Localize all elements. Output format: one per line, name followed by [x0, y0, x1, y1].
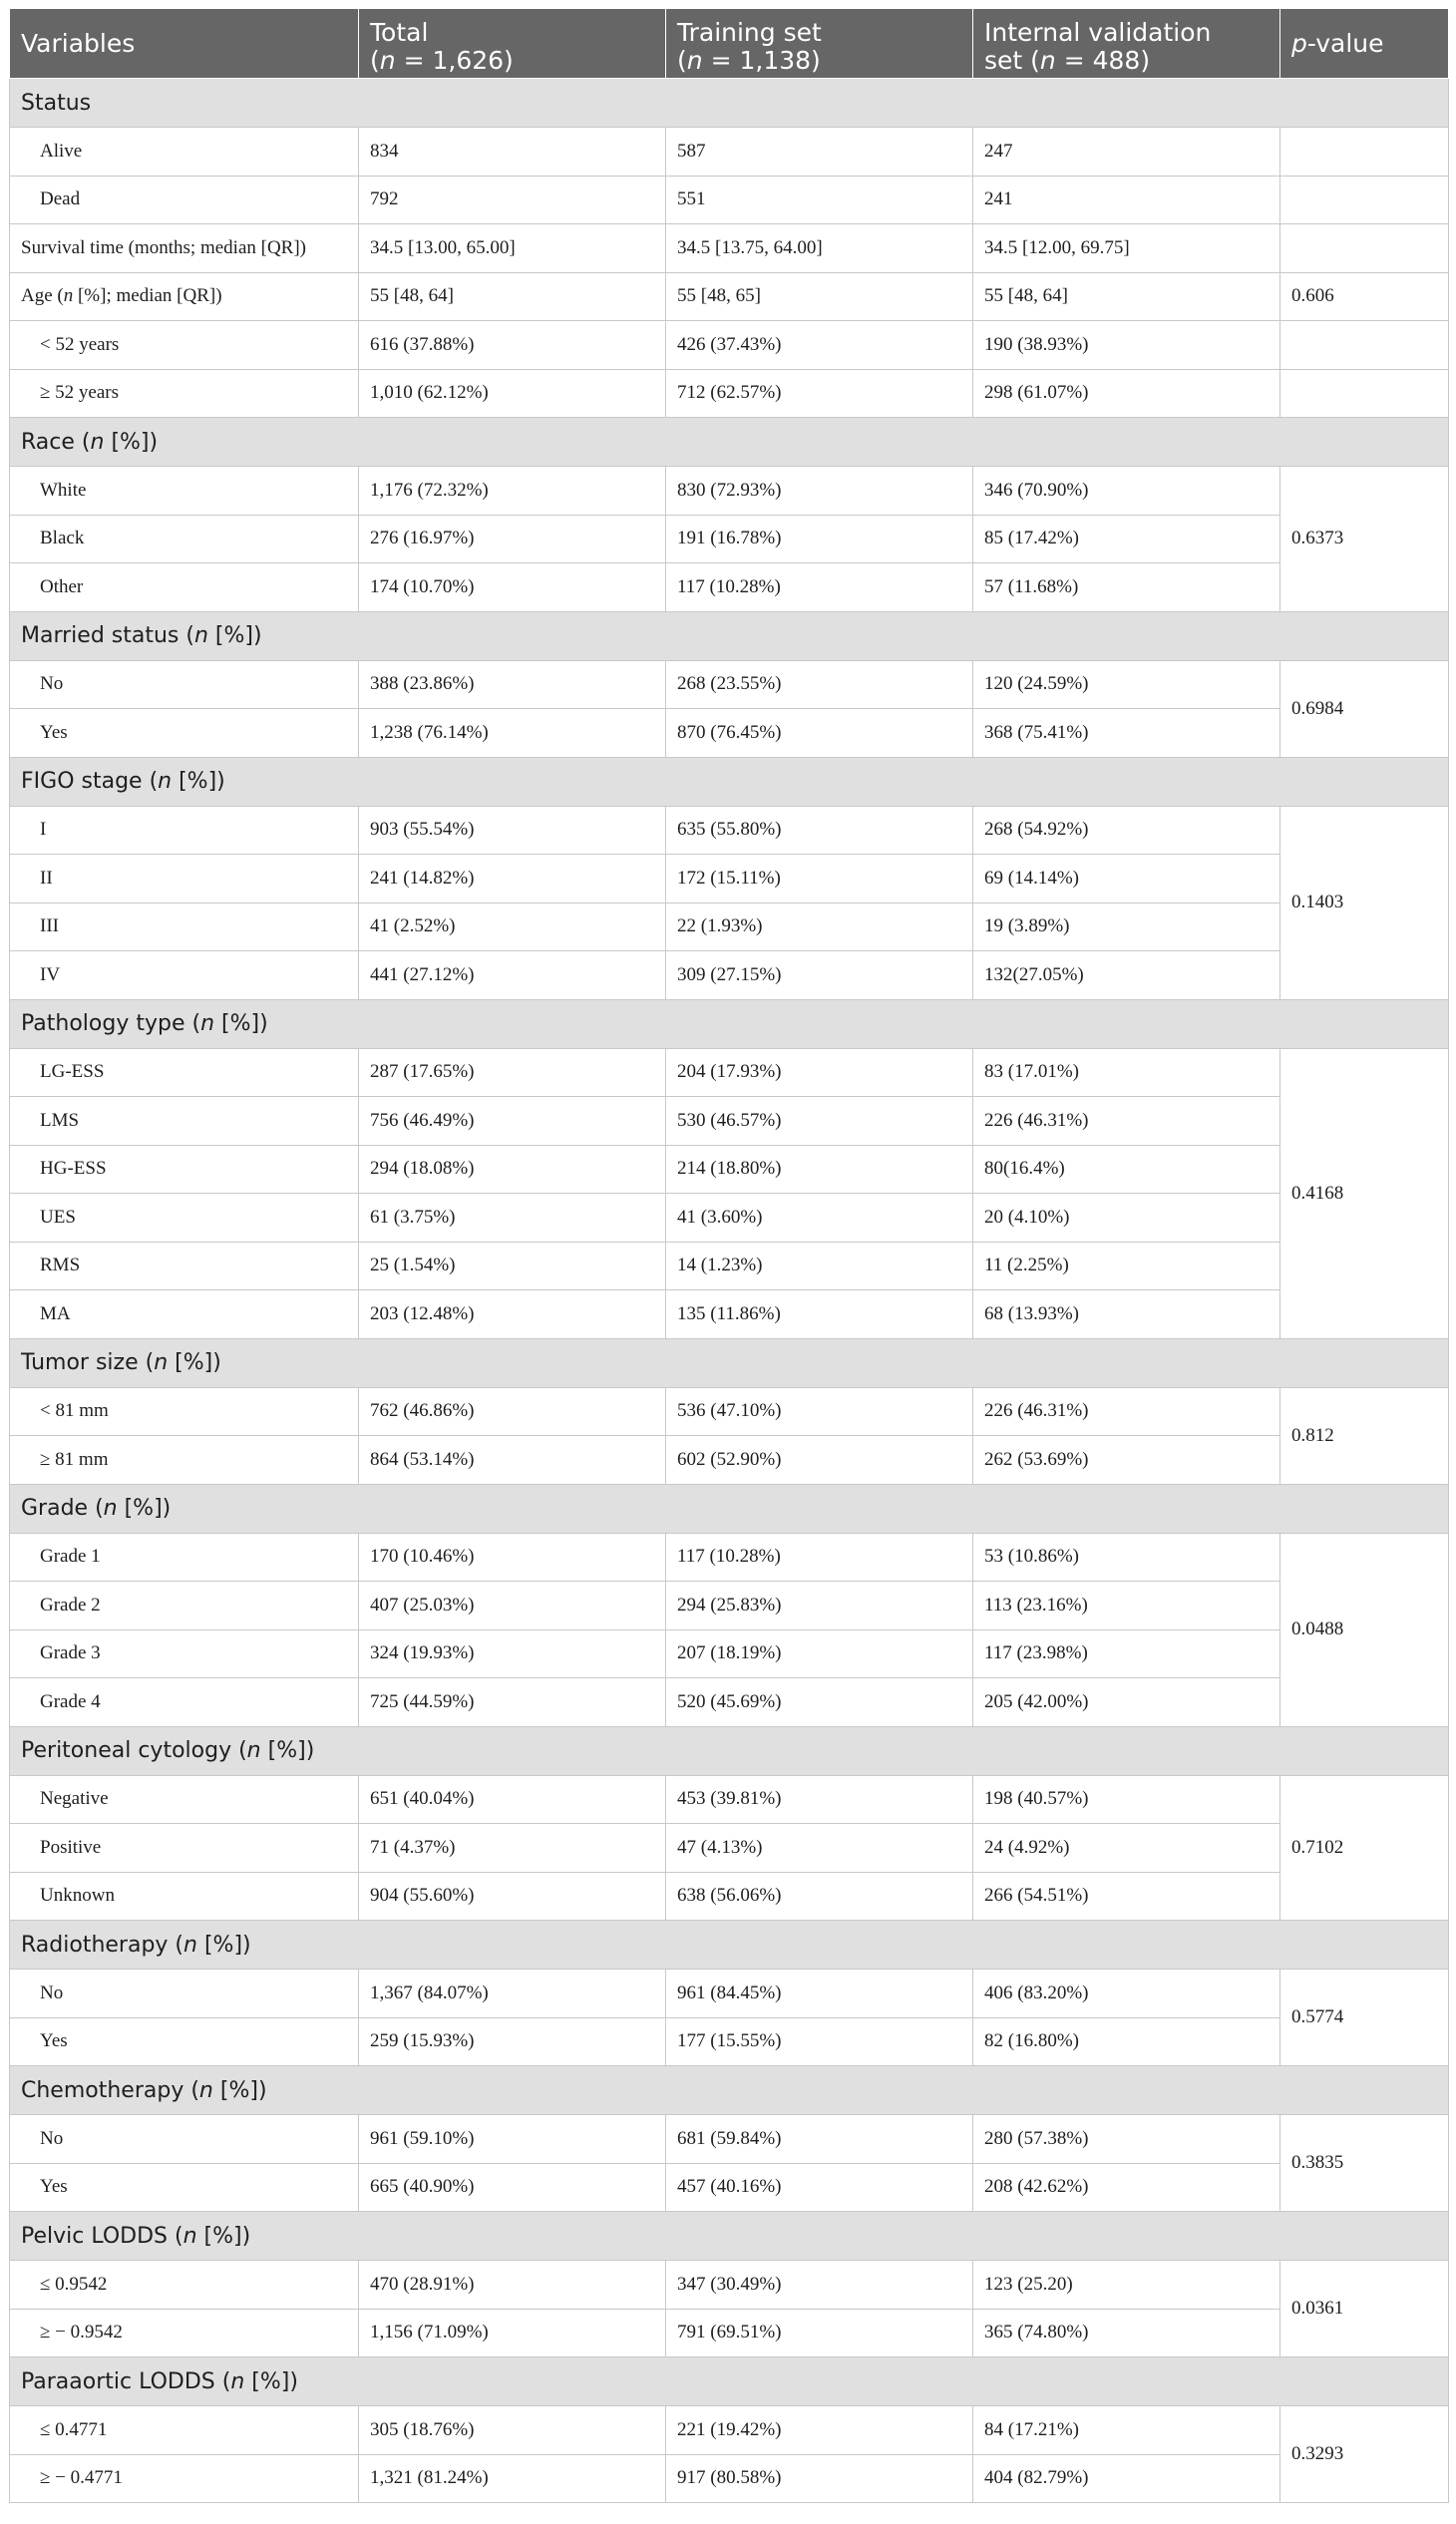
- table-row: [10, 272, 1449, 321]
- validation-value: 226 (46.31%): [973, 1387, 1280, 1436]
- table-row: [10, 855, 1449, 903]
- variable-label: Yes: [10, 2017, 359, 2066]
- variable-label: No: [10, 660, 359, 709]
- variable-label: Black: [10, 515, 359, 563]
- header-p-value: p-value: [1280, 9, 1449, 79]
- training-value: 791 (69.51%): [666, 2309, 973, 2357]
- total-value: 25 (1.54%): [359, 1242, 666, 1290]
- total-value: 276 (16.97%): [359, 515, 666, 563]
- validation-value: 117 (23.98%): [973, 1629, 1280, 1678]
- validation-value: 208 (42.62%): [973, 2163, 1280, 2212]
- training-value: 530 (46.57%): [666, 1097, 973, 1146]
- p-value: [1280, 369, 1449, 418]
- variable-label: Dead: [10, 176, 359, 224]
- training-value: 172 (15.11%): [666, 855, 973, 903]
- p-value: 0.6984: [1280, 660, 1449, 757]
- section-header-row: [10, 999, 1449, 1048]
- validation-value: 365 (74.80%): [973, 2309, 1280, 2357]
- header-internal-validation-set: Internal validation set (n = 488): [973, 9, 1280, 79]
- validation-value: 190 (38.93%): [973, 321, 1280, 370]
- table-row: [10, 1678, 1449, 1727]
- total-value: 174 (10.70%): [359, 563, 666, 612]
- section-title: Race (n [%]): [10, 418, 1449, 467]
- table-body: [10, 79, 1449, 2503]
- training-value: 117 (10.28%): [666, 563, 973, 612]
- table-row: [10, 1872, 1449, 1921]
- total-value: 294 (18.08%): [359, 1145, 666, 1194]
- validation-value: 113 (23.16%): [973, 1582, 1280, 1630]
- total-value: 904 (55.60%): [359, 1872, 666, 1921]
- table-header: [10, 9, 1449, 79]
- validation-value: 198 (40.57%): [973, 1775, 1280, 1824]
- total-value: 203 (12.48%): [359, 1290, 666, 1339]
- section-title: Peritoneal cytology (n [%]): [10, 1726, 1449, 1775]
- table-row: [10, 1970, 1449, 2018]
- variable-label: IV: [10, 951, 359, 1000]
- table-row: [10, 1582, 1449, 1630]
- variable-label: Unknown: [10, 1872, 359, 1921]
- baseline-characteristics-document: [9, 8, 1448, 2503]
- training-value: 22 (1.93%): [666, 902, 973, 951]
- table-row: [10, 128, 1449, 177]
- variable-label: ≥ 52 years: [10, 369, 359, 418]
- training-value: 47 (4.13%): [666, 1824, 973, 1873]
- p-value: 0.6373: [1280, 467, 1449, 612]
- variable-label: UES: [10, 1194, 359, 1243]
- training-value: 453 (39.81%): [666, 1775, 973, 1824]
- total-value: 170 (10.46%): [359, 1533, 666, 1582]
- training-value: 426 (37.43%): [666, 321, 973, 370]
- training-value: 34.5 [13.75, 64.00]: [666, 224, 973, 273]
- table-row: [10, 2115, 1449, 2164]
- variable-label: ≤ 0.9542: [10, 2261, 359, 2310]
- section-header-row: [10, 418, 1449, 467]
- training-value: 309 (27.15%): [666, 951, 973, 1000]
- variable-label: Grade 1: [10, 1533, 359, 1582]
- validation-value: 404 (82.79%): [973, 2454, 1280, 2503]
- total-value: 470 (28.91%): [359, 2261, 666, 2310]
- table-row: [10, 902, 1449, 951]
- total-value: 1,367 (84.07%): [359, 1970, 666, 2018]
- validation-value: 83 (17.01%): [973, 1048, 1280, 1097]
- table-row: [10, 467, 1449, 516]
- table-row: [10, 951, 1449, 1000]
- table-row: [10, 2454, 1449, 2503]
- total-value: 61 (3.75%): [359, 1194, 666, 1243]
- table-row: [10, 1242, 1449, 1290]
- table-row: [10, 2261, 1449, 2310]
- variable-label: Age (n [%]; median [QR]): [10, 272, 359, 321]
- variable-label: ≥ − 0.4771: [10, 2454, 359, 2503]
- variable-label: Yes: [10, 709, 359, 758]
- training-value: 55 [48, 65]: [666, 272, 973, 321]
- total-value: 762 (46.86%): [359, 1387, 666, 1436]
- validation-value: 280 (57.38%): [973, 2115, 1280, 2164]
- training-value: 204 (17.93%): [666, 1048, 973, 1097]
- variable-label: Yes: [10, 2163, 359, 2212]
- table-row: [10, 2017, 1449, 2066]
- training-value: 870 (76.45%): [666, 709, 973, 758]
- variable-label: III: [10, 902, 359, 951]
- validation-value: 123 (25.20): [973, 2261, 1280, 2310]
- total-value: 616 (37.88%): [359, 321, 666, 370]
- validation-value: 68 (13.93%): [973, 1290, 1280, 1339]
- section-header-row: [10, 1921, 1449, 1970]
- variable-label: HG-ESS: [10, 1145, 359, 1194]
- training-value: 117 (10.28%): [666, 1533, 973, 1582]
- p-value: [1280, 224, 1449, 273]
- total-value: 441 (27.12%): [359, 951, 666, 1000]
- training-value: 457 (40.16%): [666, 2163, 973, 2212]
- section-header-row: [10, 2357, 1449, 2406]
- variable-label: Survival time (months; median [QR]): [10, 224, 359, 273]
- training-value: 961 (84.45%): [666, 1970, 973, 2018]
- section-header-row: [10, 757, 1449, 806]
- validation-value: 298 (61.07%): [973, 369, 1280, 418]
- table-row: [10, 2163, 1449, 2212]
- table-row: [10, 224, 1449, 273]
- table-row: [10, 806, 1449, 855]
- validation-value: 132(27.05%): [973, 951, 1280, 1000]
- section-header-row: [10, 2066, 1449, 2115]
- p-value: 0.7102: [1280, 1775, 1449, 1921]
- table-row: [10, 1533, 1449, 1582]
- table-row: [10, 1387, 1449, 1436]
- variable-label: LG-ESS: [10, 1048, 359, 1097]
- table-row: [10, 1775, 1449, 1824]
- validation-value: 53 (10.86%): [973, 1533, 1280, 1582]
- total-value: 903 (55.54%): [359, 806, 666, 855]
- validation-value: 34.5 [12.00, 69.75]: [973, 224, 1280, 273]
- section-title: Married status (n [%]): [10, 611, 1449, 660]
- validation-value: 82 (16.80%): [973, 2017, 1280, 2066]
- variable-label: Positive: [10, 1824, 359, 1873]
- validation-value: 19 (3.89%): [973, 902, 1280, 951]
- variable-label: Grade 4: [10, 1678, 359, 1727]
- variable-label: Alive: [10, 128, 359, 177]
- section-header-row: [10, 1338, 1449, 1387]
- total-value: 259 (15.93%): [359, 2017, 666, 2066]
- validation-value: 11 (2.25%): [973, 1242, 1280, 1290]
- variable-label: MA: [10, 1290, 359, 1339]
- training-value: 587: [666, 128, 973, 177]
- total-value: 305 (18.76%): [359, 2406, 666, 2455]
- training-value: 347 (30.49%): [666, 2261, 973, 2310]
- training-value: 191 (16.78%): [666, 515, 973, 563]
- table-row: [10, 2309, 1449, 2357]
- total-value: 864 (53.14%): [359, 1436, 666, 1485]
- total-value: 1,321 (81.24%): [359, 2454, 666, 2503]
- validation-value: 406 (83.20%): [973, 1970, 1280, 2018]
- section-header-row: [10, 79, 1449, 128]
- p-value: 0.3293: [1280, 2406, 1449, 2503]
- total-value: 287 (17.65%): [359, 1048, 666, 1097]
- training-value: 551: [666, 176, 973, 224]
- total-value: 55 [48, 64]: [359, 272, 666, 321]
- section-header-row: [10, 1726, 1449, 1775]
- training-value: 681 (59.84%): [666, 2115, 973, 2164]
- section-title: Pathology type (n [%]): [10, 999, 1449, 1048]
- section-title: Paraaortic LODDS (n [%]): [10, 2357, 1449, 2406]
- table-row: [10, 321, 1449, 370]
- baseline-characteristics-table: [9, 8, 1449, 2503]
- p-value: [1280, 128, 1449, 177]
- p-value: 0.5774: [1280, 1970, 1449, 2066]
- table-row: [10, 1194, 1449, 1243]
- validation-value: 247: [973, 128, 1280, 177]
- validation-value: 120 (24.59%): [973, 660, 1280, 709]
- total-value: 407 (25.03%): [359, 1582, 666, 1630]
- validation-value: 57 (11.68%): [973, 563, 1280, 612]
- section-title: FIGO stage (n [%]): [10, 757, 1449, 806]
- section-header-row: [10, 611, 1449, 660]
- total-value: 725 (44.59%): [359, 1678, 666, 1727]
- table-row: [10, 563, 1449, 612]
- training-value: 135 (11.86%): [666, 1290, 973, 1339]
- validation-value: 55 [48, 64]: [973, 272, 1280, 321]
- training-value: 41 (3.60%): [666, 1194, 973, 1243]
- p-value: 0.4168: [1280, 1048, 1449, 1338]
- section-header-row: [10, 1484, 1449, 1533]
- total-value: 665 (40.90%): [359, 2163, 666, 2212]
- validation-value: 226 (46.31%): [973, 1097, 1280, 1146]
- total-value: 241 (14.82%): [359, 855, 666, 903]
- table-row: [10, 709, 1449, 758]
- p-value: 0.1403: [1280, 806, 1449, 999]
- total-value: 1,238 (76.14%): [359, 709, 666, 758]
- training-value: 917 (80.58%): [666, 2454, 973, 2503]
- training-value: 712 (62.57%): [666, 369, 973, 418]
- variable-label: < 81 mm: [10, 1387, 359, 1436]
- variable-label: No: [10, 2115, 359, 2164]
- training-value: 638 (56.06%): [666, 1872, 973, 1921]
- training-value: 268 (23.55%): [666, 660, 973, 709]
- variable-label: Grade 3: [10, 1629, 359, 1678]
- table-row: [10, 660, 1449, 709]
- training-value: 177 (15.55%): [666, 2017, 973, 2066]
- variable-label: Other: [10, 563, 359, 612]
- section-header-row: [10, 2212, 1449, 2261]
- section-title: Tumor size (n [%]): [10, 1338, 1449, 1387]
- variable-label: Negative: [10, 1775, 359, 1824]
- validation-value: 268 (54.92%): [973, 806, 1280, 855]
- p-value: 0.606: [1280, 272, 1449, 321]
- variable-label: ≥ − 0.9542: [10, 2309, 359, 2357]
- p-value: [1280, 176, 1449, 224]
- validation-value: 266 (54.51%): [973, 1872, 1280, 1921]
- total-value: 71 (4.37%): [359, 1824, 666, 1873]
- table-row: [10, 1824, 1449, 1873]
- variable-label: < 52 years: [10, 321, 359, 370]
- variable-label: I: [10, 806, 359, 855]
- training-value: 602 (52.90%): [666, 1436, 973, 1485]
- validation-value: 80(16.4%): [973, 1145, 1280, 1194]
- header-total: Total (n = 1,626): [359, 9, 666, 79]
- variable-label: No: [10, 1970, 359, 2018]
- validation-value: 368 (75.41%): [973, 709, 1280, 758]
- total-value: 961 (59.10%): [359, 2115, 666, 2164]
- variable-label: II: [10, 855, 359, 903]
- training-value: 635 (55.80%): [666, 806, 973, 855]
- total-value: 651 (40.04%): [359, 1775, 666, 1824]
- table-row: [10, 1629, 1449, 1678]
- validation-value: 262 (53.69%): [973, 1436, 1280, 1485]
- table-row: [10, 2406, 1449, 2455]
- total-value: 834: [359, 128, 666, 177]
- variable-label: ≤ 0.4771: [10, 2406, 359, 2455]
- total-value: 1,176 (72.32%): [359, 467, 666, 516]
- validation-value: 20 (4.10%): [973, 1194, 1280, 1243]
- table-row: [10, 1097, 1449, 1146]
- total-value: 1,156 (71.09%): [359, 2309, 666, 2357]
- variable-label: LMS: [10, 1097, 359, 1146]
- validation-value: 24 (4.92%): [973, 1824, 1280, 1873]
- variable-label: ≥ 81 mm: [10, 1436, 359, 1485]
- validation-value: 241: [973, 176, 1280, 224]
- table-row: [10, 1145, 1449, 1194]
- validation-value: 85 (17.42%): [973, 515, 1280, 563]
- p-value: [1280, 321, 1449, 370]
- p-value: 0.3835: [1280, 2115, 1449, 2212]
- p-value: 0.0361: [1280, 2261, 1449, 2357]
- table-row: [10, 1436, 1449, 1485]
- p-value: 0.0488: [1280, 1533, 1449, 1726]
- training-value: 207 (18.19%): [666, 1629, 973, 1678]
- variable-label: RMS: [10, 1242, 359, 1290]
- header-training-set: Training set (n = 1,138): [666, 9, 973, 79]
- section-title: Chemotherapy (n [%]): [10, 2066, 1449, 2115]
- validation-value: 205 (42.00%): [973, 1678, 1280, 1727]
- variable-label: Grade 2: [10, 1582, 359, 1630]
- section-title: Status: [10, 79, 1449, 128]
- p-value: 0.812: [1280, 1387, 1449, 1484]
- table-row: [10, 515, 1449, 563]
- total-value: 756 (46.49%): [359, 1097, 666, 1146]
- total-value: 792: [359, 176, 666, 224]
- section-title: Radiotherapy (n [%]): [10, 1921, 1449, 1970]
- section-title: Grade (n [%]): [10, 1484, 1449, 1533]
- training-value: 830 (72.93%): [666, 467, 973, 516]
- header-row: [10, 9, 1449, 79]
- total-value: 388 (23.86%): [359, 660, 666, 709]
- validation-value: 346 (70.90%): [973, 467, 1280, 516]
- table-row: [10, 176, 1449, 224]
- training-value: 520 (45.69%): [666, 1678, 973, 1727]
- table-row: [10, 369, 1449, 418]
- total-value: 41 (2.52%): [359, 902, 666, 951]
- total-value: 34.5 [13.00, 65.00]: [359, 224, 666, 273]
- validation-value: 84 (17.21%): [973, 2406, 1280, 2455]
- training-value: 221 (19.42%): [666, 2406, 973, 2455]
- validation-value: 69 (14.14%): [973, 855, 1280, 903]
- variable-label: White: [10, 467, 359, 516]
- table-row: [10, 1290, 1449, 1339]
- total-value: 1,010 (62.12%): [359, 369, 666, 418]
- table-row: [10, 1048, 1449, 1097]
- training-value: 294 (25.83%): [666, 1582, 973, 1630]
- total-value: 324 (19.93%): [359, 1629, 666, 1678]
- training-value: 536 (47.10%): [666, 1387, 973, 1436]
- header-variables: Variables: [10, 9, 359, 79]
- training-value: 14 (1.23%): [666, 1242, 973, 1290]
- section-title: Pelvic LODDS (n [%]): [10, 2212, 1449, 2261]
- training-value: 214 (18.80%): [666, 1145, 973, 1194]
